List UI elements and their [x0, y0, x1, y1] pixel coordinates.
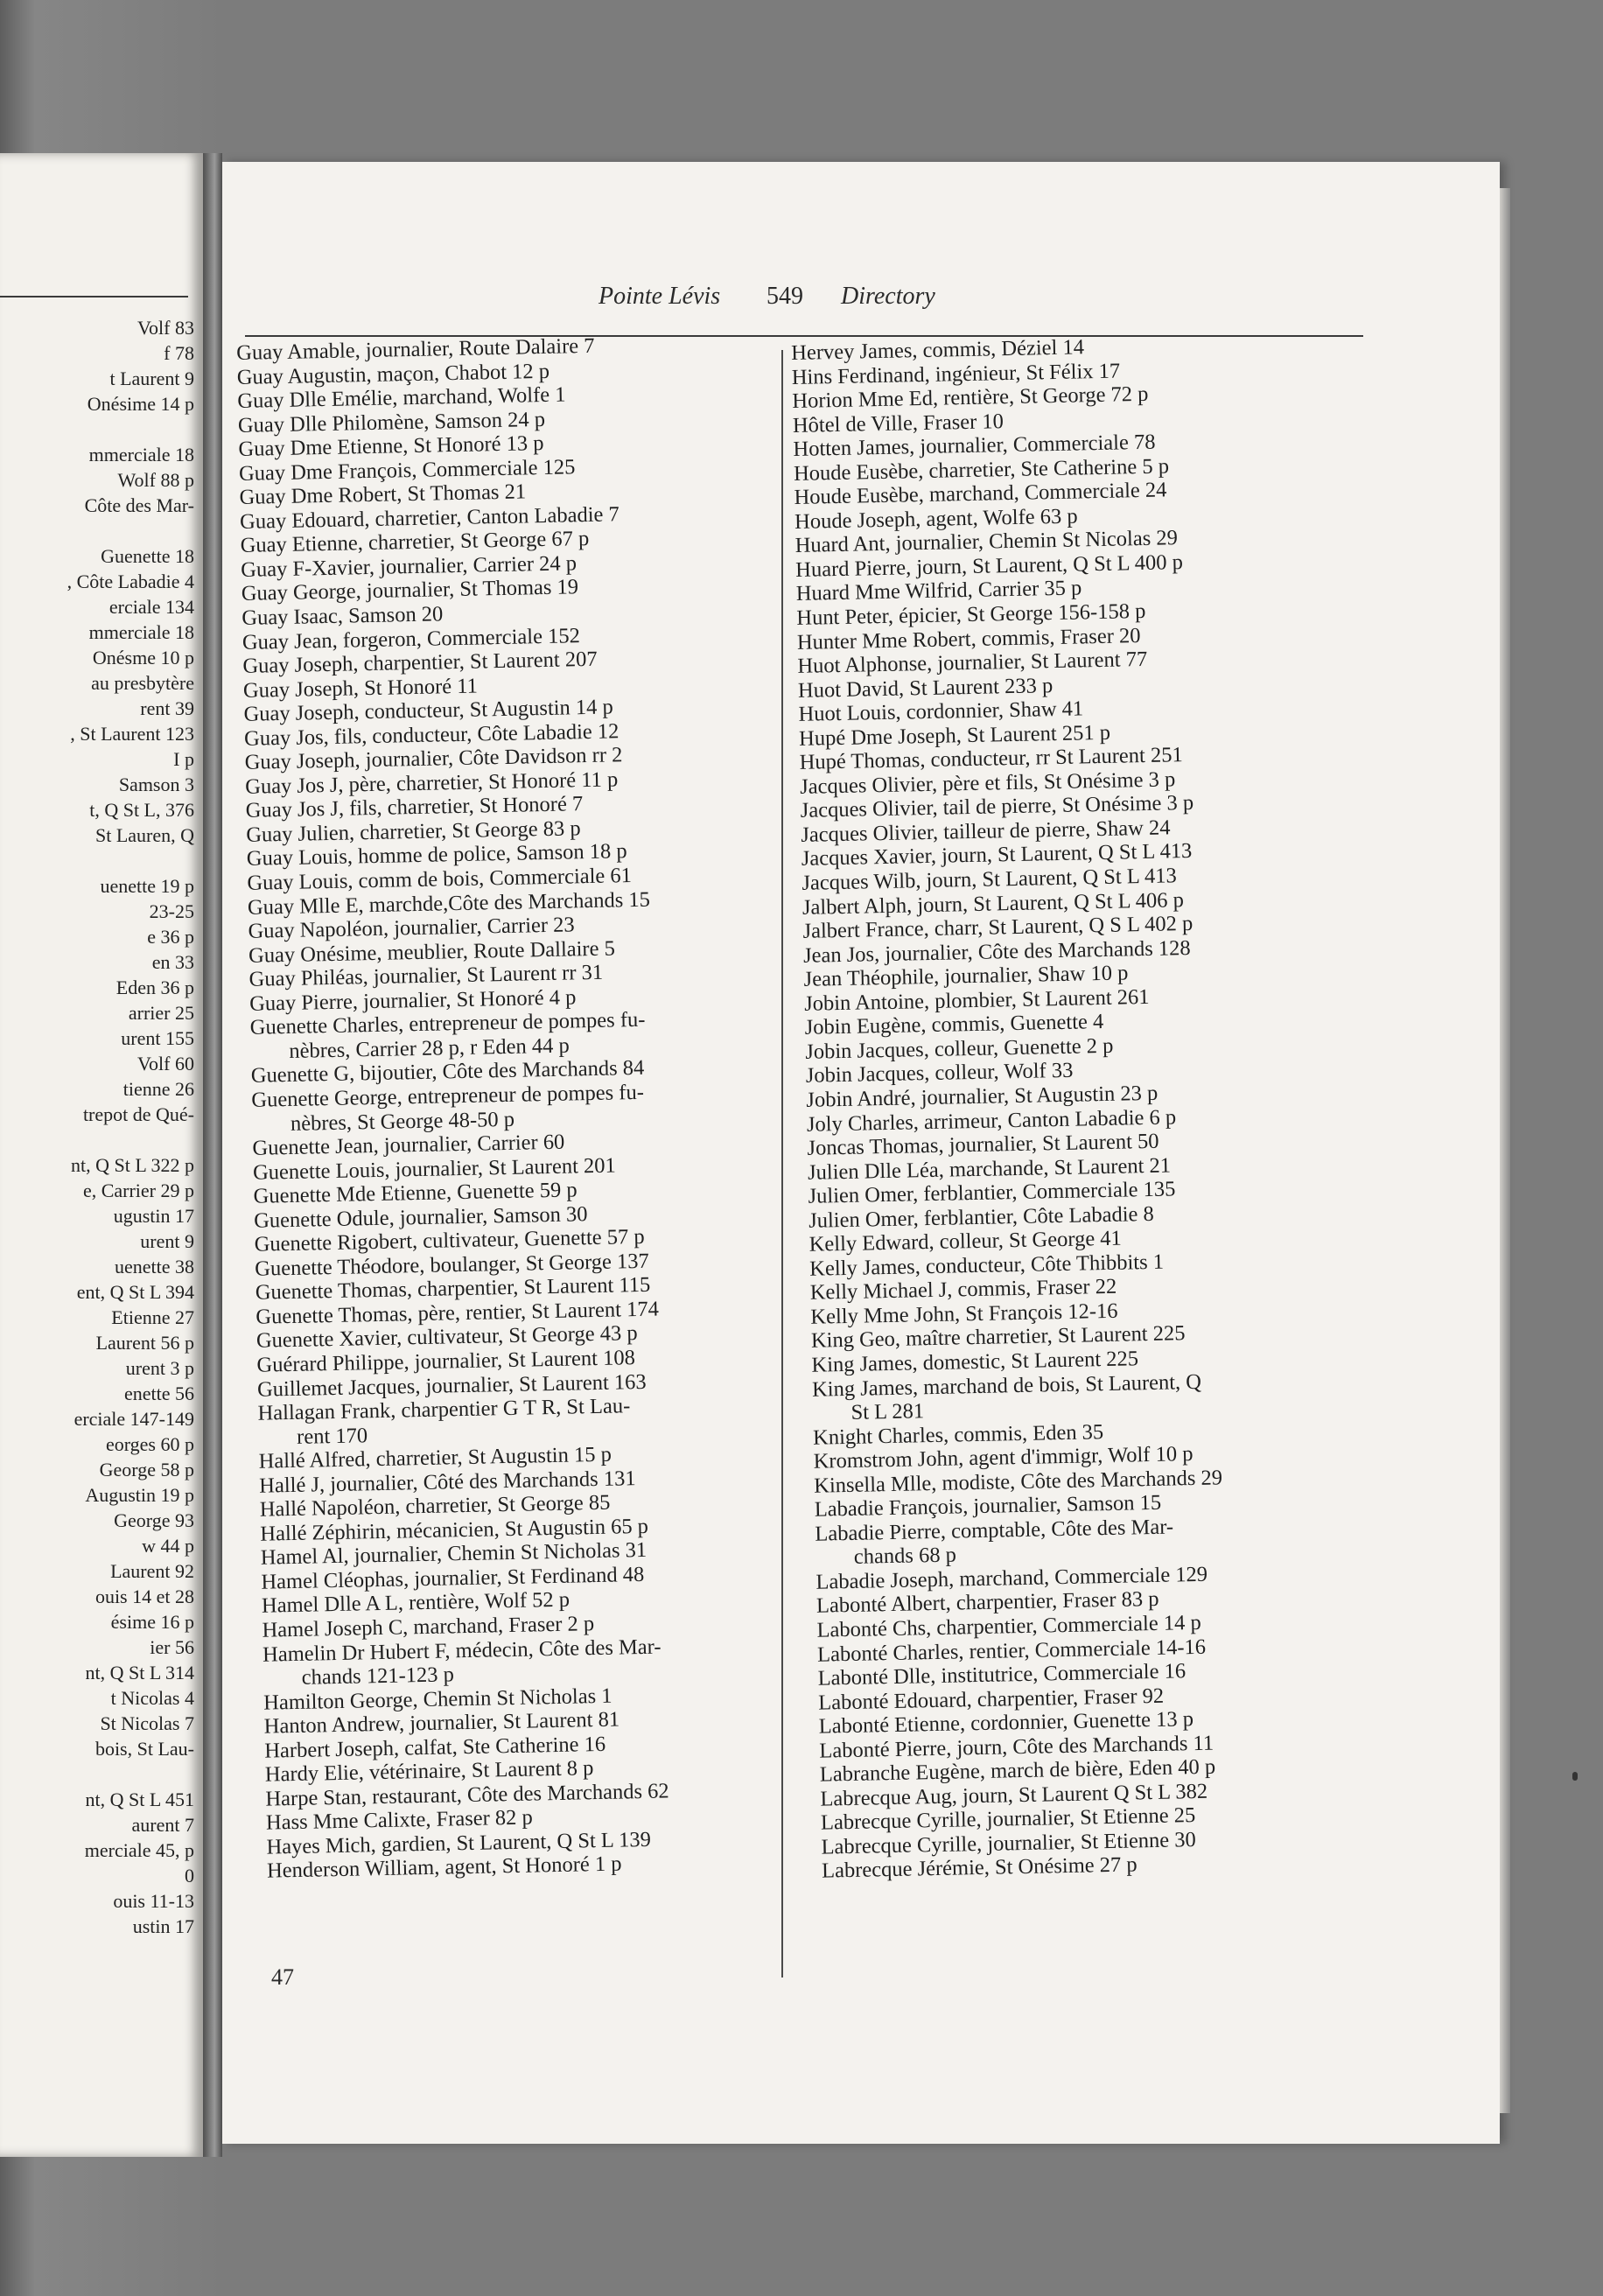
- facing-page-line: aurent 7: [131, 1814, 194, 1836]
- directory-entry: Houde Eusèbe, charretier, Ste Catherine 5 p: [793, 454, 1170, 486]
- directory-entry: Knight Charles, commis, Eden 35: [812, 1419, 1104, 1450]
- directory-entry: Huard Ant, journalier, Chemin St Nicolas 29: [794, 526, 1179, 558]
- facing-page-line: Eden 36 p: [116, 976, 194, 998]
- directory-entry: Labrecque Cyrille, journalier, St Etienne 30: [821, 1827, 1197, 1859]
- directory-entry: Guay Amable, journalier, Route Dalaire 7: [236, 333, 595, 365]
- directory-entry: Labrecque Aug, journ, St Laurent Q St L 382: [820, 1779, 1208, 1811]
- directory-entry: Guay Philéas, journalier, St Laurent rr 31: [248, 960, 604, 992]
- directory-entry: Hallé Napoléon, charretier, St George 85: [259, 1490, 611, 1522]
- facing-page-line: ouis 11-13: [113, 1890, 194, 1912]
- directory-entry: Labrecque Jérémie, St Onésime 27 p: [821, 1852, 1138, 1884]
- facing-page-line: nt, Q St L 314: [85, 1662, 194, 1684]
- directory-entry: Hallé J, journalier, Côté des Marchands 131: [258, 1466, 636, 1498]
- facing-page-line: Etienne 27: [111, 1306, 194, 1328]
- directory-entry: Guay Joseph, charpentier, St Laurent 207: [242, 647, 598, 679]
- facing-page-line: St Nicolas 7: [100, 1712, 194, 1734]
- facing-page-line: I p: [173, 748, 194, 770]
- directory-entry: Harpe Stan, restaurant, Côte des Marchands 62: [265, 1779, 669, 1811]
- facing-page-line: eorges 60 p: [105, 1433, 194, 1455]
- directory-entry: Guenette Thomas, charpentier, St Laurent 115: [255, 1273, 651, 1306]
- directory-entry: Hunter Mme Robert, commis, Fraser 20: [796, 623, 1141, 654]
- directory-entry: Jobin Jacques, colleur, Guenette 2 p: [805, 1033, 1114, 1064]
- facing-page-line: 23-25: [149, 900, 194, 922]
- header-section: Directory: [841, 283, 935, 310]
- directory-entry: Huard Mme Wilfrid, Carrier 35 p: [795, 576, 1082, 606]
- directory-entry: Hotten James, journalier, Commerciale 78: [793, 430, 1156, 462]
- header-place: Pointe Lévis: [598, 283, 721, 310]
- facing-page-line: [0, 416, 194, 442]
- signature-number: 47: [271, 1964, 294, 1990]
- facing-page-line: t Laurent 9: [109, 368, 194, 389]
- facing-page-line: , St Laurent 123: [70, 723, 194, 745]
- directory-entry: Guay Louis, homme de police, Samson 18 p: [246, 839, 627, 872]
- directory-entry: Labadie Pierre, comptable, Côte des Mar-: [815, 1515, 1174, 1546]
- facing-page-line: ier 56: [150, 1636, 194, 1658]
- directory-entry: Guenette Rigobert, cultivateur, Guenette 57 p: [254, 1225, 645, 1257]
- directory-entry: Guay Etienne, charretier, St George 67 p: [240, 527, 590, 558]
- directory-entry-continuation: nèbres, Carrier 28 p, r Eden 44 p: [289, 1033, 570, 1063]
- directory-entry: Guenette Mde Etienne, Guenette 59 p: [253, 1178, 578, 1208]
- directory-entry: Kelly James, conducteur, Côte Thibbits 1: [809, 1250, 1165, 1281]
- directory-entry: Kelly Mme John, St François 12-16: [810, 1298, 1118, 1329]
- directory-entry: Jalbert Alph, journ, St Laurent, Q St L 406 p: [802, 887, 1185, 920]
- directory-entry: Jacques Olivier, tailleur de pierre, Shaw 24: [801, 816, 1171, 847]
- facing-page-line: arrier 25: [128, 1002, 194, 1024]
- scan-speck: [1572, 1772, 1578, 1781]
- directory-entry: Labrecque Cyrille, journalier, St Etienne 25: [820, 1803, 1196, 1836]
- directory-entry: Julien Dlle Léa, marchande, St Laurent 21: [807, 1153, 1172, 1185]
- directory-entry: Guay Joseph, conducteur, St Augustin 14 p: [243, 695, 614, 727]
- directory-entry: Guillemet Jacques, journalier, St Laurent 163: [256, 1369, 647, 1402]
- directory-entry: Guay Joseph, journalier, Côte Davidson rr 2: [244, 743, 623, 775]
- directory-entry: Labonté Chs, charpentier, Commerciale 14 p: [816, 1610, 1201, 1642]
- facing-page-rule: [0, 296, 188, 298]
- directory-page: [222, 162, 1500, 2144]
- directory-entry: Hôtel de Ville, Fraser 10: [792, 409, 1004, 438]
- directory-entry: Hanton Andrew, journalier, St Laurent 81: [263, 1707, 620, 1739]
- directory-entry-continuation: nèbres, St George 48-50 p: [290, 1107, 515, 1136]
- facing-page-line: rent 39: [140, 697, 194, 719]
- directory-entry-continuation: St L 281: [850, 1399, 925, 1424]
- directory-entry: Jobin Antoine, plombier, St Laurent 261: [803, 984, 1150, 1016]
- facing-page-line: erciale 147-149: [74, 1408, 194, 1430]
- directory-entry: Hamelin Dr Hubert F, médecin, Côte des Mar-: [262, 1634, 662, 1667]
- directory-entry: Jean Théophile, journalier, Shaw 10 p: [803, 961, 1129, 992]
- facing-page-line: nt, Q St L 451: [85, 1788, 194, 1810]
- facing-page-line: t, Q St L, 376: [89, 799, 194, 821]
- running-header: [222, 283, 1500, 318]
- facing-page-line: mmerciale 18: [88, 444, 194, 466]
- facing-page-line: en 33: [151, 951, 194, 973]
- directory-entry: Huot Alphonse, journalier, St Laurent 77: [797, 648, 1148, 679]
- directory-entry: Joly Charles, arrimeur, Canton Labadie 6 p: [806, 1104, 1177, 1137]
- facing-page-line: mmerciale 18: [88, 621, 194, 643]
- facing-page-line: Laurent 56 p: [95, 1332, 194, 1354]
- directory-entry: Hallé Zéphirin, mécanicien, St Augustin 65 p: [260, 1514, 649, 1546]
- directory-entry: Labadie François, journalier, Samson 15: [814, 1491, 1162, 1522]
- directory-entry: Kelly Michael J, commis, Fraser 22: [809, 1275, 1117, 1306]
- directory-entry: Harbert Joseph, calfat, Ste Catherine 16: [264, 1732, 606, 1763]
- facing-page: [0, 153, 203, 2157]
- directory-entry: Guenette Théodore, boulanger, St George 137: [255, 1249, 650, 1281]
- directory-entry: Jobin Eugène, commis, Guenette 4: [804, 1010, 1104, 1040]
- directory-entry: Guay Dlle Philomène, Samson 24 p: [237, 407, 546, 438]
- facing-page-line: urent 9: [140, 1230, 194, 1252]
- facing-page-line: f 78: [164, 342, 194, 364]
- facing-page-line: ent, Q St L 394: [76, 1281, 194, 1303]
- directory-entry: Guay Isaac, Samson 20: [242, 602, 444, 630]
- directory-entry: Hunt Peter, épicier, St George 156-158 p: [796, 598, 1146, 630]
- directory-entry: Kinsella Mlle, modiste, Côte des Marchands 29: [813, 1466, 1223, 1498]
- directory-entry: Guay Pierre, journalier, St Honoré 4 p: [248, 985, 577, 1016]
- directory-entry: Guay Jos, fils, conducteur, Côte Labadie 12: [243, 719, 620, 751]
- directory-entry: Hupé Dme Joseph, St Laurent 251 p: [798, 720, 1111, 751]
- directory-entry: Guay Jos J, fils, charretier, St Honoré 7: [245, 792, 584, 823]
- directory-entry: Guenette Jean, journalier, Carrier 60: [252, 1130, 565, 1160]
- directory-entry: King James, domestic, St Laurent 225: [811, 1347, 1139, 1377]
- facing-page-line: uenette 38: [114, 1256, 194, 1278]
- facing-page-line: , Côte Labadie 4: [66, 570, 194, 592]
- directory-entry: Guenette Louis, journalier, St Laurent 201: [252, 1153, 616, 1185]
- directory-column-left: [236, 331, 805, 1884]
- directory-entry: Labonté Dlle, institutrice, Commerciale 16: [817, 1659, 1186, 1690]
- directory-entry: Guenette Thomas, père, rentier, St Laurent 174: [256, 1297, 660, 1329]
- facing-page-line: urent 3 p: [125, 1357, 194, 1379]
- facing-page-line: bois, St Lau-: [94, 1738, 194, 1760]
- facing-page-line: Volf 83: [137, 317, 194, 339]
- directory-entry: Julien Omer, ferblantier, Côte Labadie 8: [808, 1201, 1155, 1233]
- directory-entry: Guay Onésime, meublier, Route Dallaire 5: [248, 936, 616, 968]
- directory-entry: Guay George, journalier, St Thomas 19: [241, 575, 579, 606]
- directory-entry: Labonté Edouard, charpentier, Fraser 92: [817, 1684, 1165, 1715]
- page-number: 549: [766, 283, 803, 310]
- directory-entry: Guenette Charles, entrepreneur de pompes fu-: [249, 1008, 646, 1040]
- directory-entry: Guay Dme Robert, St Thomas 21: [239, 480, 527, 510]
- facing-page-line: [0, 848, 194, 873]
- directory-entry: Hamel Dlle A L, rentière, Wolf 52 p: [261, 1588, 570, 1619]
- directory-entry: Labonté Etienne, cordonnier, Guenette 13 p: [818, 1707, 1194, 1739]
- directory-entry: Jobin André, journalier, St Augustin 23 p: [806, 1081, 1158, 1112]
- directory-entry: Hervey James, commis, Déziel 14: [791, 335, 1085, 365]
- facing-page-line: [0, 1761, 194, 1787]
- facing-page-line: tienne 26: [122, 1078, 194, 1100]
- directory-entry: Hamilton George, Chemin St Nicholas 1: [262, 1684, 612, 1715]
- facing-page-line: St Lauren, Q: [94, 824, 194, 846]
- directory-entry: Kromstrom John, agent d'immigr, Wolf 10 p: [813, 1442, 1194, 1474]
- facing-page-line: enette 56: [123, 1382, 194, 1404]
- directory-entry: Guay Jos J, père, charretier, St Honoré 11 p: [244, 767, 619, 799]
- facing-page-line: nt, Q St L 322 p: [71, 1154, 194, 1176]
- facing-page-line: 0: [185, 1865, 194, 1886]
- directory-column-right: [791, 330, 1382, 1883]
- directory-entry: Guenette Xavier, cultivateur, St George 43 p: [256, 1321, 638, 1354]
- directory-entry: Huot Louis, cordonnier, Shaw 41: [798, 696, 1084, 727]
- directory-entry: Horion Mme Ed, rentière, St George 72 p: [792, 382, 1149, 414]
- facing-page-line: ouis 14 et 28: [94, 1586, 194, 1607]
- directory-entry: Huot David, St Laurent 233 p: [797, 673, 1054, 703]
- facing-page-line: au presbytère: [91, 672, 194, 694]
- directory-entry: Jean Jos, journalier, Côte des Marchands 128: [802, 935, 1191, 968]
- directory-entry: Joncas Thomas, journalier, St Laurent 50: [807, 1129, 1159, 1160]
- directory-entry: Jacques Xavier, journ, St Laurent, Q St L 413: [801, 839, 1193, 872]
- facing-page-line: erciale 134: [108, 596, 194, 618]
- directory-entry: Jacques Wilb, journ, St Laurent, Q St L 413: [802, 864, 1178, 895]
- directory-entry: Hass Mme Calixte, Fraser 82 p: [265, 1805, 534, 1836]
- directory-entry: Kelly Edward, colleur, St George 41: [808, 1226, 1123, 1257]
- facing-page-line: merciale 45, p: [84, 1839, 194, 1861]
- directory-entry: Labonté Pierre, journ, Côte des Marchands 11: [819, 1731, 1214, 1763]
- directory-entry: King James, marchand de bois, St Laurent, Q: [811, 1369, 1202, 1402]
- directory-entry: Guay Augustin, maçon, Chabot 12 p: [236, 359, 550, 389]
- directory-entry: Hallagan Frank, charpentier G T R, St Lau-: [257, 1394, 631, 1425]
- facing-page-line: [0, 1127, 194, 1152]
- directory-entry: Hins Ferdinand, ingénieur, St Félix 17: [791, 359, 1121, 389]
- directory-entry: Jacques Olivier, tail de pierre, St Onésime 3 p: [800, 791, 1194, 823]
- facing-page-line: ésime 16 p: [110, 1611, 194, 1633]
- directory-entry-continuation: chands 68 p: [853, 1543, 957, 1570]
- directory-entry: Jobin Jacques, colleur, Wolf 33: [805, 1059, 1074, 1088]
- facing-page-line: Laurent 92: [110, 1560, 194, 1582]
- facing-page-line: Onésime 14 p: [87, 393, 194, 415]
- facing-page-line: ugustin 17: [113, 1205, 194, 1227]
- directory-entry: Guenette G, bijoutier, Côte des Marchands 84: [250, 1056, 645, 1088]
- facing-page-line: Augustin 19 p: [85, 1484, 194, 1506]
- directory-entry: Guay F-Xavier, journalier, Carrier 24 p: [240, 551, 578, 582]
- directory-entry: Hardy Elie, vétérinaire, St Laurent 8 p: [264, 1756, 594, 1787]
- book-gutter: [203, 153, 222, 2157]
- facing-page-line: Guenette 18: [101, 545, 194, 567]
- facing-page-line: t Nicolas 4: [110, 1687, 194, 1709]
- facing-page-line: [0, 518, 194, 543]
- directory-entry: Guay Napoléon, journalier, Carrier 23: [248, 913, 575, 943]
- directory-entry: King Geo, maître charretier, St Laurent 225: [810, 1321, 1186, 1354]
- directory-entry: Labadie Joseph, marchand, Commerciale 129: [816, 1562, 1208, 1594]
- facing-page-line: urent 155: [121, 1027, 194, 1049]
- facing-page-line: ustin 17: [132, 1915, 194, 1937]
- facing-page-line: w 44 p: [142, 1535, 194, 1557]
- facing-page-fragments: [0, 315, 194, 1939]
- directory-entry: Guérard Philippe, journalier, St Laurent 108: [256, 1346, 636, 1377]
- directory-entry: Labonté Albert, charpentier, Fraser 83 p: [816, 1587, 1159, 1619]
- directory-entry: Hamel Al, journalier, Chemin St Nicholas 31: [260, 1538, 648, 1571]
- facing-page-line: uenette 19 p: [100, 875, 194, 897]
- directory-entry-continuation: chands 121-123 p: [301, 1662, 455, 1690]
- directory-entry: Jacques Olivier, père et fils, St Onésime 3 p: [799, 767, 1176, 799]
- directory-entry: Guay Dme François, Commerciale 125: [238, 454, 576, 486]
- directory-entry: Huard Pierre, journ, St Laurent, Q St L 400 p: [794, 550, 1184, 582]
- directory-entry: Jalbert France, charr, St Laurent, Q S L 402 p: [802, 912, 1194, 943]
- directory-entry: Julien Omer, ferblantier, Commerciale 135: [808, 1177, 1176, 1208]
- directory-entry: Guenette Odule, journalier, Samson 30: [253, 1201, 588, 1233]
- directory-entry: Guay Julien, charretier, St George 83 p: [246, 816, 581, 847]
- facing-page-line: George 93: [114, 1509, 194, 1531]
- facing-page-line: Côte des Mar-: [84, 494, 194, 516]
- directory-entry: Hamel Cléophas, journalier, St Ferdinand 48: [261, 1562, 645, 1594]
- facing-page-line: trepot de Qué-: [82, 1103, 194, 1125]
- directory-entry: Hallé Alfred, charretier, St Augustin 15 p: [258, 1442, 612, 1474]
- directory-entry: Labonté Charles, rentier, Commerciale 14-16: [816, 1634, 1207, 1667]
- directory-entry: Hayes Mich, gardien, St Laurent, Q St L 139: [266, 1827, 652, 1859]
- directory-entry: Labranche Eugène, march de bière, Eden 40 p: [819, 1754, 1216, 1787]
- directory-entry: Houde Joseph, agent, Wolfe 63 p: [794, 504, 1078, 534]
- directory-entry-continuation: rent 170: [296, 1423, 368, 1449]
- directory-entry: Houde Eusèbe, marchand, Commerciale 24: [794, 478, 1167, 510]
- facing-page-line: George 58 p: [99, 1459, 194, 1480]
- directory-entry: Hupé Thomas, conducteur, rr St Laurent 251: [799, 743, 1183, 775]
- facing-page-line: Onésme 10 p: [92, 647, 194, 668]
- facing-page-line: e, Carrier 29 p: [82, 1180, 194, 1201]
- directory-entry: Henderson William, agent, St Honoré 1 p: [266, 1852, 622, 1884]
- directory-entry: Hamel Joseph C, marchand, Fraser 2 p: [262, 1612, 595, 1642]
- directory-entry: Guay Louis, comm de bois, Commerciale 61: [247, 864, 633, 895]
- directory-entry: Guay Mlle E, marchde,Côte des Marchands 15: [247, 887, 651, 920]
- directory-entry: Guenette George, entrepreneur de pompes fu-: [251, 1080, 645, 1112]
- directory-entry: Guay Dme Etienne, St Honoré 13 p: [238, 431, 544, 462]
- facing-page-line: e 36 p: [147, 926, 194, 948]
- page-edge: [1500, 188, 1510, 2113]
- directory-entry: Guay Dlle Emélie, marchand, Wolfe 1: [237, 382, 566, 414]
- directory-entry: Guay Edouard, charretier, Canton Labadie 7: [239, 502, 620, 534]
- facing-page-line: Wolf 88 p: [117, 469, 194, 491]
- directory-entry: Guay Joseph, St Honoré 11: [242, 674, 479, 703]
- facing-page-line: Volf 60: [137, 1053, 194, 1074]
- directory-entry: Guay Jean, forgeron, Commerciale 152: [242, 623, 581, 654]
- facing-page-line: Samson 3: [118, 774, 194, 795]
